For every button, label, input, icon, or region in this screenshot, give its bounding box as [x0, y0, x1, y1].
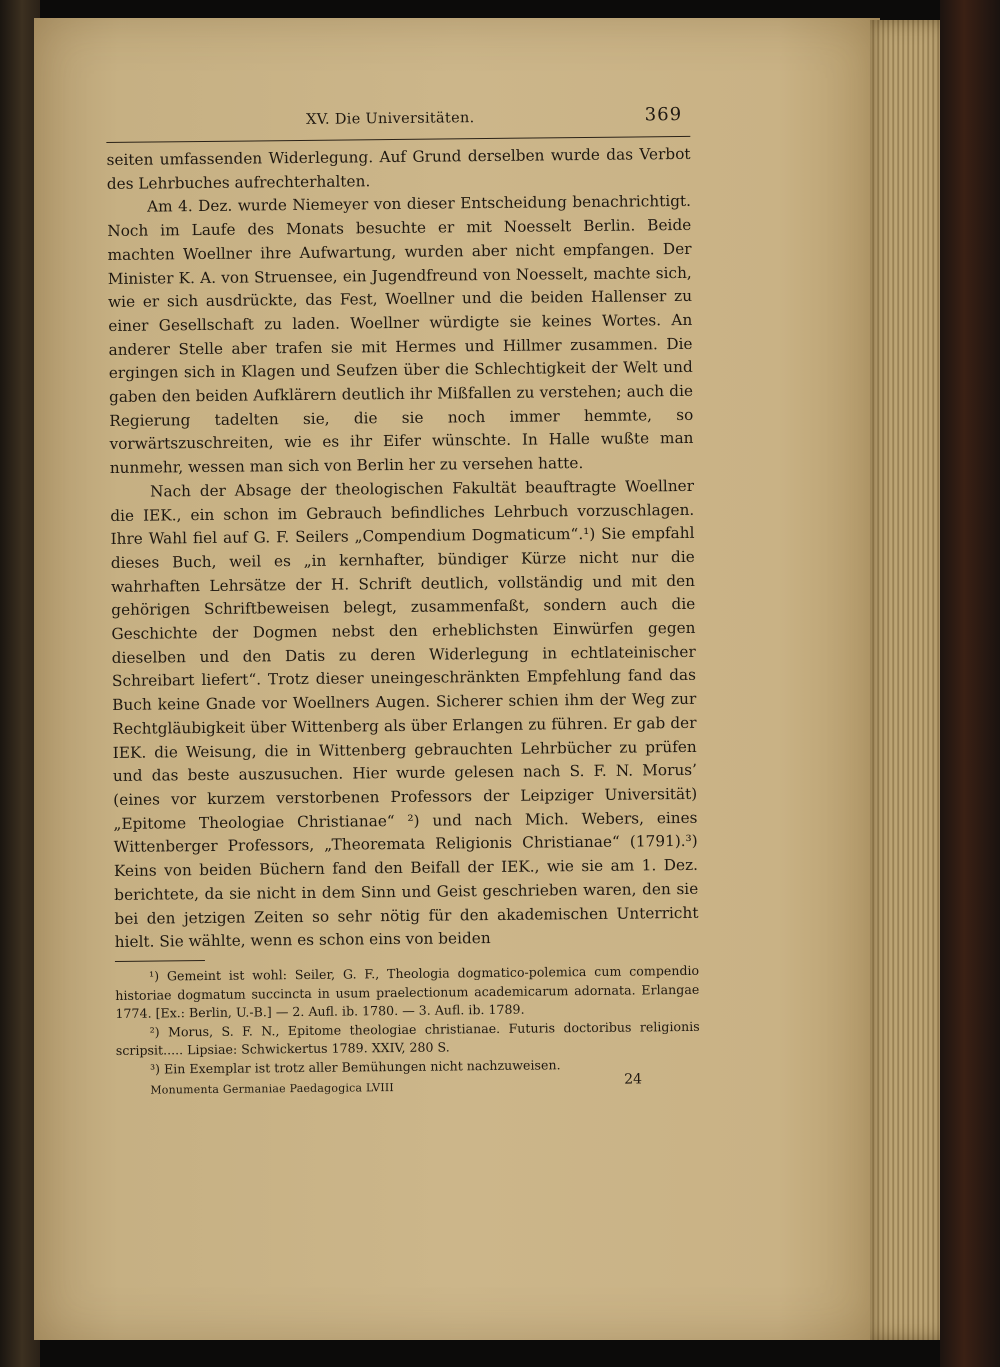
paragraph: Nach der Absage der theologischen Fakultät beauftragte Woellner die IEK., ein schon im Gebrauch befindliches Lehrbuch vorzuschlagen. Ihre Wahl fiel auf G. F. Seilers „Compendium Dogmaticum“.¹) Sie empfahl dieses Buch, weil es „in kernhafter, bündiger Kürze nicht nur die wahrhaften Lehrsätze der H. Schrift deutlich, vollständig und mit den gehörigen Schriftbeweisen belegt, zusammenfaßt, sondern auch die Geschichte der Dogmen nebst den erheblichsten Einwürfen gegen dieselben und den Datis zu deren Widerlegung in echtlateinischer Schreibart liefert“. Trotz dieser uneingeschränkten Empfehlung fand das Buch keine Gnade vor Woellners Augen. Sicherer schien ihm der Weg zur Rechtgläubigkeit über Wittenberg als über Erlangen zu führen. Er gab der IEK. die Weisung, die in Wittenberg gebrauchten Lehrbücher zu prüfen und das beste auszusuchen. Hier wurde gelesen nach S. F. N. Morus’ (eines vor kurzem verstorbenen Professors der Leipziger Universität) „Epitome Theologiae Christianae“ ²) und nach Mich. Webers, eines Wittenberger Professors, „Theoremata Religionis Christianae“ (1791).³) Keins von beiden Büchern fand den Beifall der IEK., wie sie am 1. Dez. berichtete, da sie nicht in dem Sinn und Geist geschrieben waren, den sie bei den jetzigen Zeiten so sehr nötig für den akademischen Unterricht hielt. Sie wählte, wenn es schon eins von beiden [110, 476, 699, 952]
series-title: Monumenta Germaniae Paedagogica LVIII [150, 1081, 395, 1098]
page-number: 369 [644, 103, 683, 126]
book-cover [940, 0, 1000, 1367]
footnote-2: ²) Morus, S. F. N., Epitome theologiae christianae. Futuris doctoribus religionis scripsit..... Lipsiae: Schwickertus 1789. XXIV, 280 S. [115, 1018, 700, 1059]
page-text [106, 102, 700, 1104]
paragraph-continued: seiten umfassenden Widerlegung. Auf Grund derselben wurde das Verbot des Lehrbuches aufrechterhalten. [106, 144, 691, 193]
footnotes [115, 962, 700, 1080]
footnote-1: ¹) Gemeint ist wohl: Seiler, G. F., Theologia dogmatico-polemica cum compendio historiae dogmatum succincta in usum praelectionum academicarum adornata. Erlangae 1774. [Ex.: Berlin, U.-B.] — 2. Aufl. ib. 1780. — 3. Aufl. ib. 1789. [115, 962, 700, 1022]
running-head [106, 102, 690, 134]
page-fore-edge [870, 20, 948, 1340]
main-text [106, 143, 698, 955]
signature-mark: 24 [624, 1071, 643, 1089]
footnote-3: ³) Ein Exemplar ist trotz aller Bemühungen nicht nachzuweisen. [149, 1057, 561, 1077]
paragraph: Am 4. Dez. wurde Niemeyer von dieser Entscheidung benachrichtigt. Noch im Laufe des Monats besuchte er mit Noesselt Berlin. Beide machten Woellner ihre Aufwartung, wurden aber nicht empfangen. Der Minister K. A. von Struensee, ein Jugendfreund von Noesselt, machte sich, wie er sich ausdrückte, das Fest, Woellner und die beiden Hallenser zu einer Gesellschaft zu laden. Woellner würdigte sie keines Wortes. An anderer Stelle aber trafen sie mit Hermes und Hillmer zusammen. Die ergingen sich in Klagen und Seufzen über die Schlechtigkeit der Welt und gaben den beiden Aufklärern deutlich ihr Mißfallen zu verstehen; auch die Regierung tadelten sie, die sie noch immer hemmte, so vorwärtszuschreiten, wie es ihr Eifer wünschte. In Halle wußte man nunmehr, wessen man sich von Berlin her zu versehen hatte. [107, 192, 694, 478]
running-head-title: XV. Die Universitäten. [306, 110, 475, 128]
header-rule [106, 136, 690, 143]
footnote-rule [115, 960, 205, 962]
